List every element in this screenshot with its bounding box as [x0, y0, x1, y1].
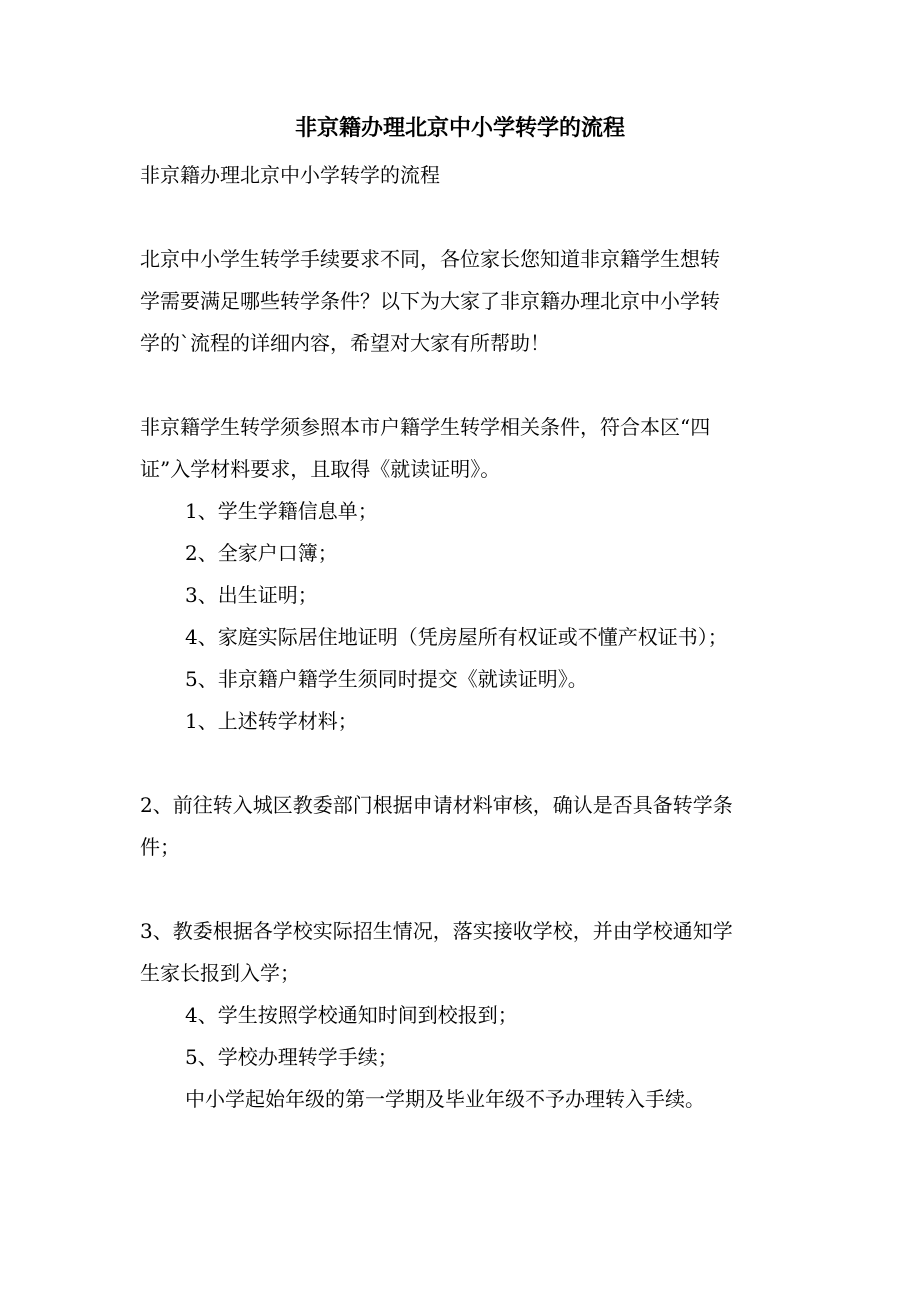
requirement-line-1: 非京籍学生转学须参照本市户籍学生转学相关条件，符合本区“四 [140, 415, 711, 439]
step-3-line-1: 3、教委根据各学校实际招生情况，落实接收学校，并由学校通知学 [140, 919, 733, 943]
step-item-1: 1、上述转学材料； [185, 709, 358, 733]
document-title: 非京籍办理北京中小学转学的流程 [294, 115, 625, 141]
material-item-5: 5、非京籍户籍学生须同时提交《就读证明》。 [185, 667, 588, 691]
material-item-4: 4、家庭实际居住地证明（凭房屋所有权证或不懂产权证书）； [185, 625, 728, 649]
intro-line-1: 北京中小学生转学手续要求不同，各位家长您知道非京籍学生想转 [140, 247, 720, 271]
step-2-line-1: 2、前往转入城区教委部门根据申请材料审核，确认是否具备转学条 [140, 793, 733, 817]
material-item-2: 2、全家户口簿； [185, 541, 338, 565]
material-item-1: 1、学生学籍信息单； [185, 499, 378, 523]
intro-line-3: 学的`流程的详细内容，希望对大家有所帮助！ [140, 331, 550, 355]
step-item-5: 5、学校办理转学手续； [185, 1045, 398, 1069]
step-item-4: 4、学生按照学校通知时间到校报到； [185, 1003, 518, 1027]
step-2-line-2: 件； [140, 835, 180, 859]
closing-note: 中小学起始年级的第一学期及毕业年级不予办理转入手续。 [185, 1087, 705, 1111]
intro-line-2: 学需要满足哪些转学条件？以下为大家了非京籍办理北京中小学转 [140, 289, 720, 313]
document-subtitle: 非京籍办理北京中小学转学的流程 [140, 163, 440, 187]
material-item-3: 3、出生证明； [185, 583, 318, 607]
requirement-line-2: 证”入学材料要求，且取得《就读证明》。 [140, 457, 501, 481]
step-3-line-2: 生家长报到入学； [140, 961, 300, 985]
